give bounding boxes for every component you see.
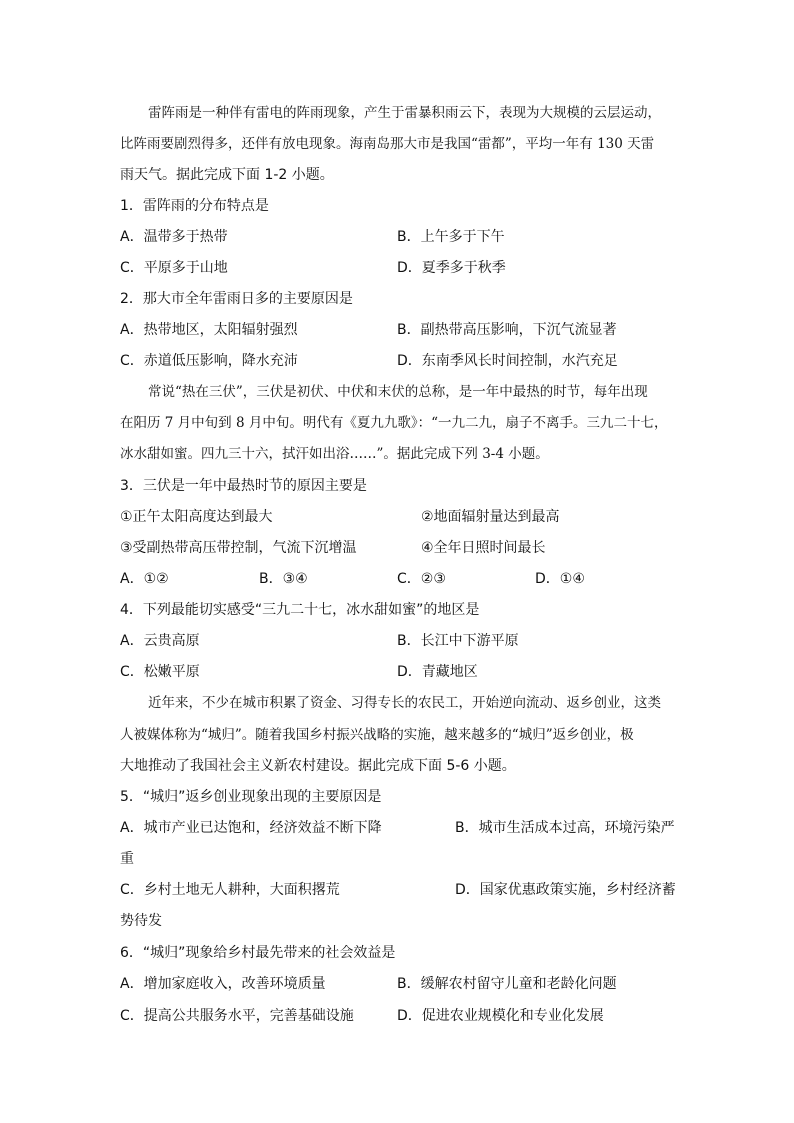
passage3-line-3: 大地推动了我国社会主义新农村建设。据此完成下面 5-6 小题。	[120, 758, 516, 774]
question-3-stem: 3．三伏是一年中最热时节的原因主要是	[120, 478, 367, 494]
q3-option-b: B．③④	[259, 571, 308, 587]
q6-option-b: B．缓解农村留守儿童和老龄化问题	[397, 976, 617, 992]
q3-statement-1: ①正午太阳高度达到最大	[120, 509, 273, 525]
q2-option-d: D．东南季风长时间控制，水汽充足	[397, 353, 618, 369]
question-2-stem: 2．那大市全年雷雨日多的主要原因是	[120, 291, 353, 307]
q2-option-c: C．赤道低压影响，降水充沛	[120, 353, 298, 369]
q3-statement-3: ③受副热带高压带控制，气流下沉增温	[120, 540, 357, 556]
q1-option-c: C．平原多于山地	[120, 260, 228, 276]
passage2-line-2: 在阳历 7 月中旬到 8 月中旬。明代有《夏九九歌》：“一九二九，扇子不离手。三九二十七，	[120, 415, 668, 431]
q5-option-c: C．乡村土地无人耕种，大面积撂荒	[120, 882, 340, 898]
q4-option-c: C．松嫩平原	[120, 664, 200, 680]
q3-statement-4: ④全年日照时间最长	[421, 540, 546, 556]
question-5-stem: 5．“城归”返乡创业现象出现的主要原因是	[120, 789, 382, 805]
q4-option-b: B．长江中下游平原	[397, 633, 519, 649]
q4-option-d: D．青藏地区	[397, 664, 478, 680]
q3-option-d: D．①④	[535, 571, 585, 587]
q2-option-b: B．副热带高压影响，下沉气流显著	[397, 322, 617, 338]
passage3-line-1: 近年来，不少在城市积累了资金、习得专长的农民工，开始逆向流动、返乡创业，这类	[148, 695, 661, 711]
question-1-stem: 1．雷阵雨的分布特点是	[120, 198, 269, 214]
passage2-line-1: 常说“热在三伏”，三伏是初伏、中伏和末伏的总称，是一年中最热的时节，每年出现	[148, 384, 648, 400]
q5-option-b: B．城市生活成本过高，环境污染严	[455, 820, 675, 836]
q3-statement-2: ②地面辐射量达到最高	[421, 509, 560, 525]
q5-option-d-continued: 势待发	[120, 913, 162, 929]
passage3-line-2: 人被媒体称为“城归”。随着我国乡村振兴战略的实施，越来越多的“城归”返乡创业，极	[120, 727, 634, 743]
passage1-line-3: 雨天气。据此完成下面 1-2 小题。	[120, 167, 334, 183]
question-4-stem: 4．下列最能切实感受“三九二十七，冰水甜如蜜”的地区是	[120, 602, 480, 618]
q1-option-b: B．上午多于下午	[397, 229, 505, 245]
q1-option-d: D．夏季多于秋季	[397, 260, 506, 276]
q3-option-a: A．①②	[120, 571, 169, 587]
question-6-stem: 6．“城归”现象给乡村最先带来的社会效益是	[120, 945, 396, 961]
q4-option-a: A．云贵高原	[120, 633, 200, 649]
passage1-line-1: 雷阵雨是一种伴有雷电的阵雨现象，产生于雷暴积雨云下，表现为大规模的云层运动，	[148, 105, 661, 121]
q5-option-a: A．城市产业已达饱和，经济效益不断下降	[120, 820, 382, 836]
q6-option-d: D．促进农业规模化和专业化发展	[397, 1008, 604, 1024]
q5-option-d: D．国家优惠政策实施，乡村经济蓄	[455, 882, 676, 898]
q1-option-a: A．温带多于热带	[120, 229, 228, 245]
q5-option-b-continued: 重	[120, 851, 134, 867]
q6-option-a: A．增加家庭收入，改善环境质量	[120, 976, 326, 992]
q2-option-a: A．热带地区，太阳辐射强烈	[120, 322, 298, 338]
q3-option-c: C．②③	[397, 571, 446, 587]
passage2-line-3: 冰水甜如蜜。四九三十六，拭汗如出浴……”。据此完成下列 3-4 小题。	[120, 446, 549, 462]
q6-option-c: C．提高公共服务水平，完善基础设施	[120, 1008, 354, 1024]
passage1-line-2: 比阵雨要剧烈得多，还伴有放电现象。海南岛那大市是我国“雷都”，平均一年有 130 天雷	[120, 136, 655, 152]
